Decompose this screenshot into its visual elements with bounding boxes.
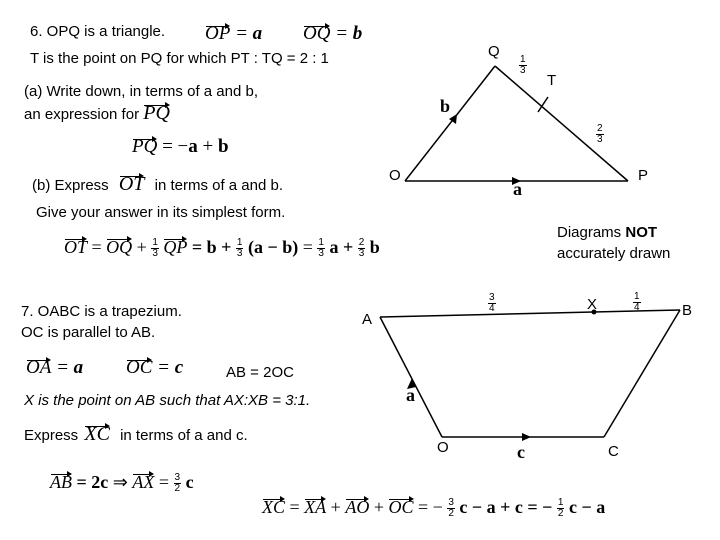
- q6-line2: T is the point on PQ for which PT : TQ = 2 : 1: [30, 50, 329, 67]
- oc-vector: OC: [126, 357, 153, 378]
- ans-xc-frac-2: $\frac{1}{2}$: [557, 497, 564, 520]
- label-trap-vector-c: c: [517, 442, 525, 462]
- ot-vector: OT: [118, 173, 145, 195]
- q7-answer-ab: [50, 473, 194, 494]
- triangle-lines: [405, 66, 628, 181]
- ans-frac-1: $\frac{1}{3}$: [152, 237, 158, 260]
- ans-xc-frac-1: $\frac{3}{2}$: [448, 497, 454, 520]
- diagram-note-line2: accurately drawn: [557, 245, 671, 262]
- label-trap-x: X: [587, 296, 598, 313]
- q7-title: 7. OABC is a trapezium.: [21, 303, 182, 320]
- segment-tp-fraction: 2 3: [597, 123, 603, 145]
- ans-oc: OC: [388, 497, 414, 517]
- label-trap-c: C: [608, 443, 619, 460]
- op-vector: OP: [205, 23, 231, 44]
- label-trap-a: A: [362, 311, 373, 328]
- q7-line-x: X is the point on AB such that AX:XB = 3:1.: [24, 392, 311, 409]
- q6-given-op: OP = a: [205, 23, 263, 44]
- q6-title: 6. OPQ is a triangle.: [30, 23, 166, 40]
- label-p: P: [638, 167, 649, 184]
- ans-oq: OQ: [106, 237, 133, 257]
- implies-arrow: ⇒: [112, 472, 128, 492]
- ans-eq2: = b +: [191, 237, 232, 257]
- ans-xa: XA: [304, 497, 327, 517]
- q6-part-a-answer: PQ = −a + b: [132, 136, 229, 157]
- segment-xb-fraction: 1 4: [634, 291, 640, 313]
- q7-given-oa: OA = a: [26, 357, 84, 378]
- part-b-prefix: (b) Express: [32, 177, 109, 194]
- label-trap-vector-a: a: [406, 385, 415, 405]
- ans-b: b: [369, 237, 380, 257]
- ans-ab: AB: [50, 472, 72, 492]
- ans-paren: (a − b): [247, 237, 299, 257]
- q7-express: [24, 425, 248, 445]
- q7-given-ab: AB = 2OC: [226, 364, 294, 381]
- ans-a-plus: a +: [329, 237, 354, 257]
- oq-vector: OQ: [303, 23, 331, 44]
- note-bold: NOT: [625, 224, 658, 241]
- answer-pq-vector: PQ: [132, 136, 158, 157]
- xc-vector: XC: [84, 423, 110, 445]
- ans-plus: +: [136, 237, 147, 257]
- pq-vector: PQ: [143, 102, 170, 124]
- oc-arrowhead: [522, 433, 531, 441]
- ans-ot: OT: [64, 237, 88, 257]
- q7-answer-xc: [262, 498, 605, 519]
- ans-eq1: =: [91, 237, 102, 257]
- q6-part-b-line1: [32, 175, 283, 195]
- q6-part-b-line2: Give your answer in its simplest form.: [36, 204, 286, 221]
- q6-part-b-answer: [64, 238, 380, 259]
- q7-given-oc: OC = c: [126, 357, 184, 378]
- note-prefix: Diagrams: [557, 224, 626, 241]
- ans-xc-eq2: = −: [418, 497, 443, 517]
- ans-ax-eq: =: [158, 472, 169, 492]
- q6-given-oq: OQ = b: [303, 23, 363, 44]
- ans-xc-eq: =: [289, 497, 300, 517]
- ans-ax-frac: $\frac{3}{2}$: [174, 472, 181, 495]
- label-o: O: [389, 167, 401, 184]
- label-vector-b: b: [440, 96, 451, 116]
- label-trap-b: B: [682, 302, 693, 319]
- segment-ax-fraction: 3 4: [489, 292, 495, 314]
- part-b-suffix: in terms of a and b.: [154, 177, 284, 194]
- q6-part-a-line2: [24, 104, 170, 124]
- express-suffix: in terms of a and c.: [120, 427, 248, 444]
- ans-frac-4: $\frac{2}{3}$: [358, 237, 365, 260]
- ans-qp: QP: [163, 237, 188, 257]
- express-prefix: Express: [24, 427, 79, 444]
- ans-ax-c: c: [185, 472, 194, 492]
- label-vector-a: a: [513, 179, 522, 199]
- ans-ab-eq: = 2c: [76, 472, 109, 492]
- ans-frac-3: $\frac{1}{3}$: [318, 237, 324, 260]
- label-q: Q: [488, 43, 500, 60]
- ans-xc-end: c − a: [568, 497, 606, 517]
- diagram-note-line1: [557, 224, 657, 242]
- ans-xc: XC: [262, 497, 286, 517]
- q6-part-a-line1: (a) Write down, in terms of a and b,: [24, 83, 258, 100]
- ans-xc-mid: c − a + c = −: [459, 497, 553, 517]
- part-a-text: an expression for: [24, 106, 140, 123]
- ans-plus2: +: [373, 497, 384, 517]
- label-trap-o: O: [437, 439, 449, 456]
- ans-ao: AO: [345, 497, 370, 517]
- ans-ax: AX: [132, 472, 155, 492]
- oa-vector: OA: [26, 357, 52, 378]
- q7-line2: OC is parallel to AB.: [21, 324, 156, 341]
- label-t: T: [547, 72, 557, 89]
- ans-plus1: +: [330, 497, 341, 517]
- ans-eq3: =: [302, 237, 313, 257]
- ans-frac-2: $\frac{1}{3}$: [236, 237, 243, 260]
- segment-qt-fraction: 1 3: [520, 54, 526, 76]
- trapezium-lines: [380, 310, 680, 437]
